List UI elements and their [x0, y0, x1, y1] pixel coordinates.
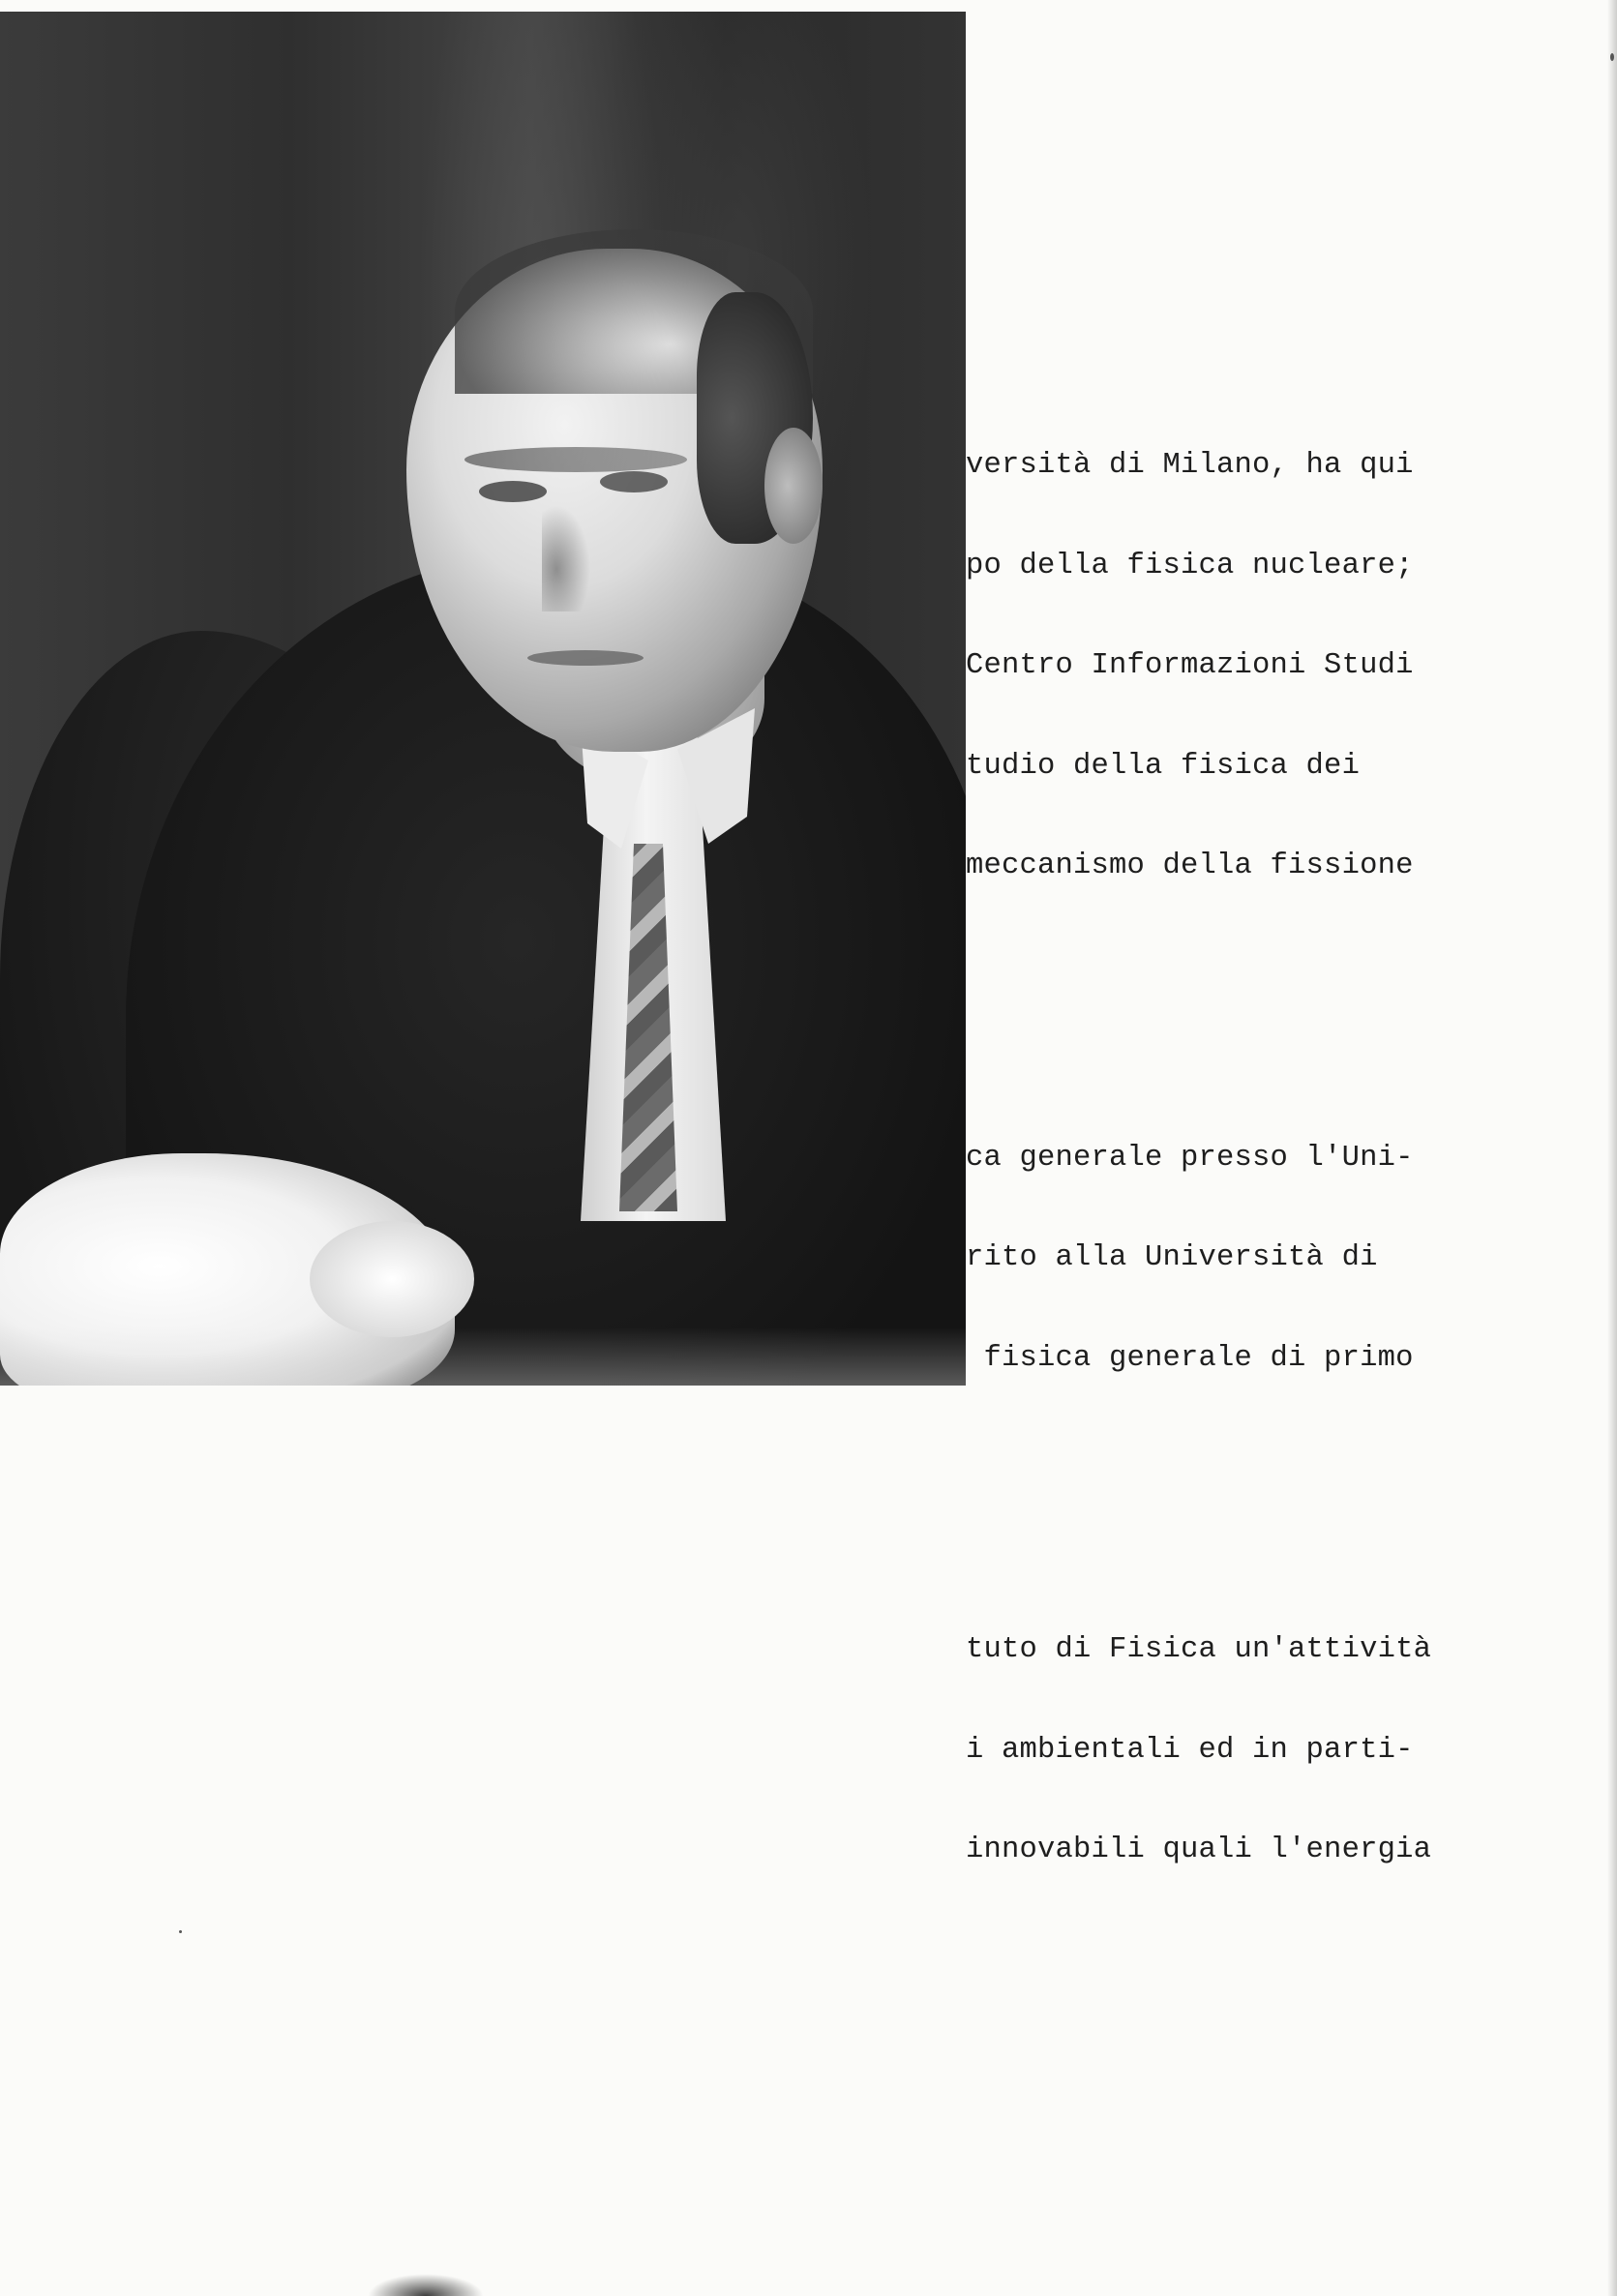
photo-bottom-edge	[0, 1327, 966, 1386]
eye-left	[479, 481, 547, 502]
text-line: tudio della fisica dei	[966, 749, 1361, 783]
shirt-cuff	[310, 1221, 474, 1337]
scan-speck	[1610, 53, 1614, 61]
text-line: rito alla Università di	[966, 1241, 1378, 1274]
eye-right	[600, 471, 668, 492]
nose-shadow	[542, 505, 590, 611]
brow	[464, 447, 687, 472]
text-line: fisica generale di primo	[966, 1341, 1414, 1375]
text-line: ca generale presso l'Uni-	[966, 1141, 1414, 1175]
text-line: versità di Milano, ha qui	[966, 449, 1414, 482]
text-line: i ambientali ed in parti-	[966, 1733, 1414, 1767]
paragraph-1	[966, 382, 1566, 950]
paragraph-3	[966, 1566, 1566, 1934]
text-line: innovabili quali l'energia	[966, 1834, 1432, 1866]
ear	[764, 428, 823, 544]
scan-artifact	[368, 2274, 484, 2296]
text-line: meccanismo della fissione	[966, 850, 1414, 882]
scan-speck	[179, 1930, 182, 1933]
portrait-photograph	[0, 12, 966, 1386]
text-line: po della fisica nucleare;	[966, 549, 1414, 582]
typed-text-block	[966, 315, 1566, 2001]
paragraph-2	[966, 1075, 1566, 1443]
scan-edge-shadow	[1607, 0, 1617, 2296]
text-line: tuto di Fisica un'attività	[966, 1633, 1432, 1666]
mouth	[527, 650, 644, 666]
text-line: Centro Informazioni Studi	[966, 649, 1414, 682]
